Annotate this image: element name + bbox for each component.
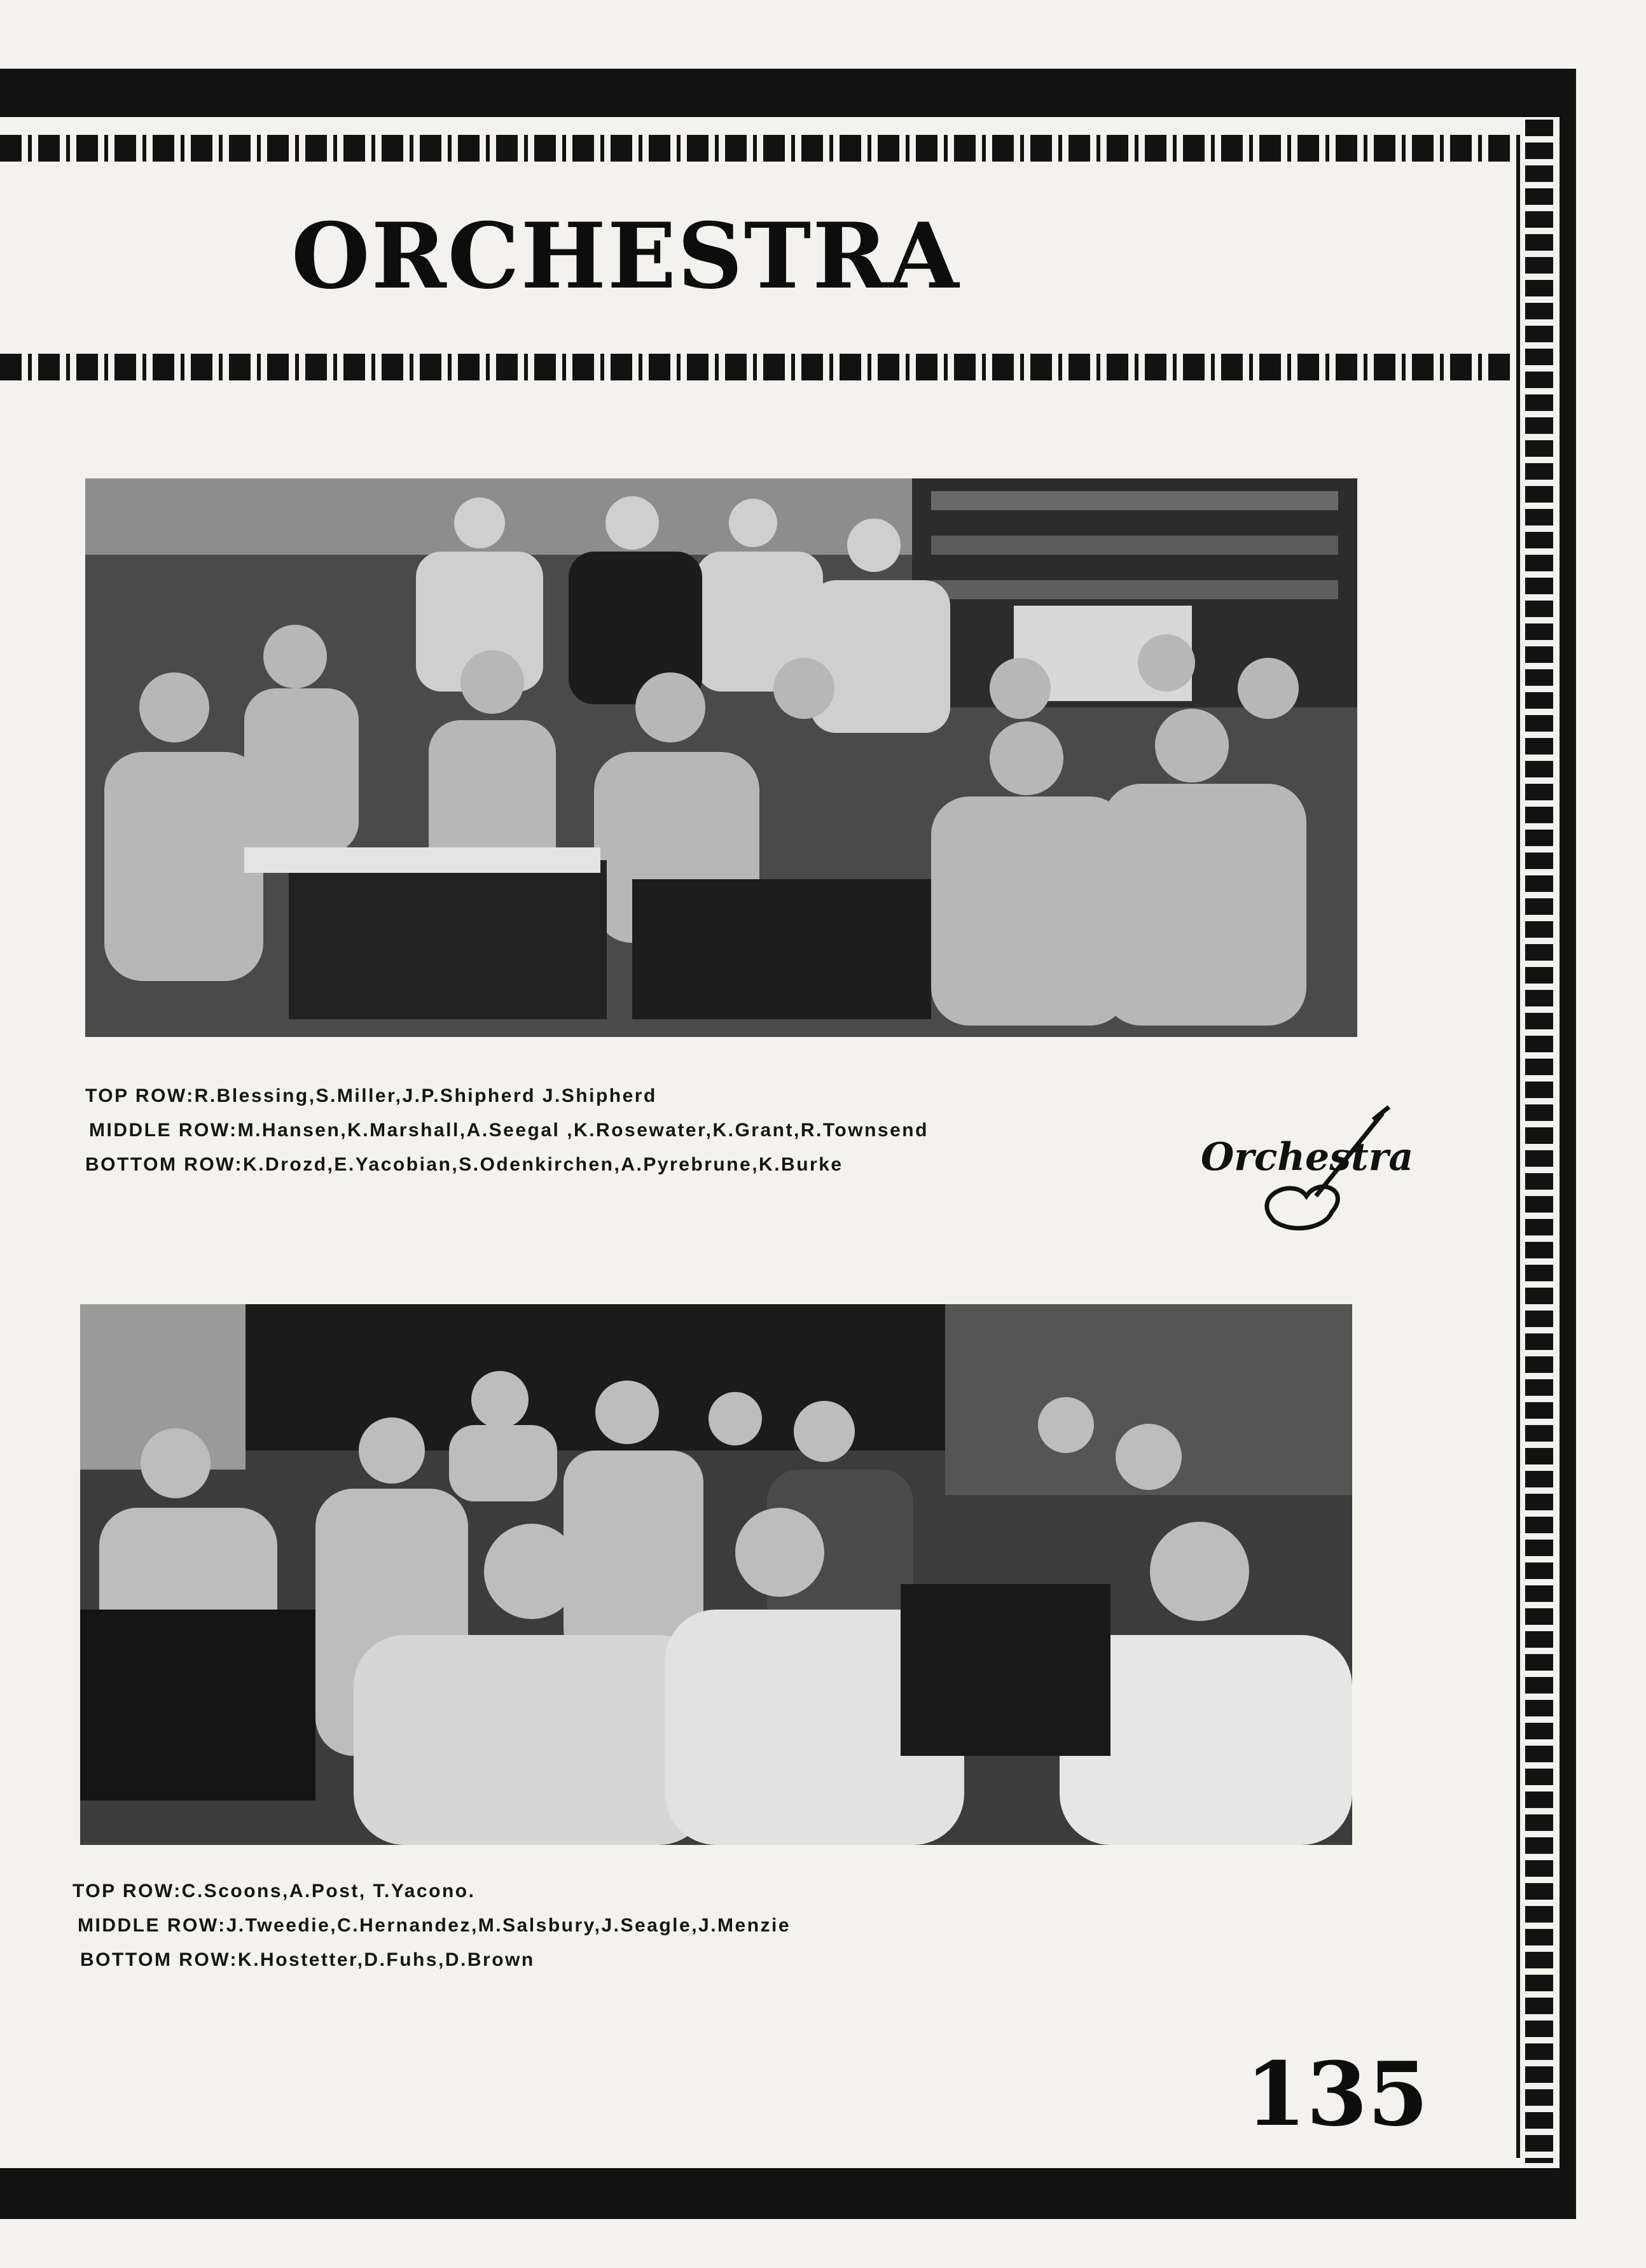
bottom-photo-caption-line-1: TOP ROW:C.Scoons,A.Post, T.Yacono. (73, 1881, 476, 1902)
bottom-photo-caption-line-2: MIDDLE ROW:J.Tweedie,C.Hernandez,M.Salsbury,J.Seagle,J.Menzie (78, 1915, 791, 1936)
orchestra-photo-bottom (80, 1304, 1352, 1845)
top-photo-caption-line-1: TOP ROW:R.Blessing,S.Miller,J.P.Shipherd J.Shipherd (85, 1085, 657, 1106)
top-border-bar (0, 69, 1576, 117)
page-title: ORCHESTRA (291, 204, 960, 309)
top-photo-caption-line-2: MIDDLE ROW:M.Hansen,K.Marshall,A.Seegal ,K.Rosewater,K.Grant,R.Townsend (89, 1120, 929, 1141)
title-bottom-dash-rule (0, 354, 1526, 380)
orchestra-logo (1198, 1101, 1434, 1247)
right-thin-rule (1516, 135, 1520, 2158)
right-dash-rule (1525, 120, 1553, 2163)
bottom-photo-caption-line-3: BOTTOM ROW:K.Hostetter,D.Fuhs,D.Brown (80, 1949, 535, 1970)
orchestra-photo-top (85, 478, 1357, 1037)
orchestra-logo-text: Orchestra (1201, 1135, 1414, 1179)
right-border-bar (1560, 69, 1576, 2219)
bottom-border-bar (0, 2168, 1576, 2219)
top-photo-caption-line-3: BOTTOM ROW:K.Drozd,E.Yacobian,S.Odenkirchen,A.Pyrebrune,K.Burke (85, 1154, 843, 1175)
page-number: 135 (1245, 2042, 1429, 2146)
title-top-dash-rule (0, 135, 1526, 162)
